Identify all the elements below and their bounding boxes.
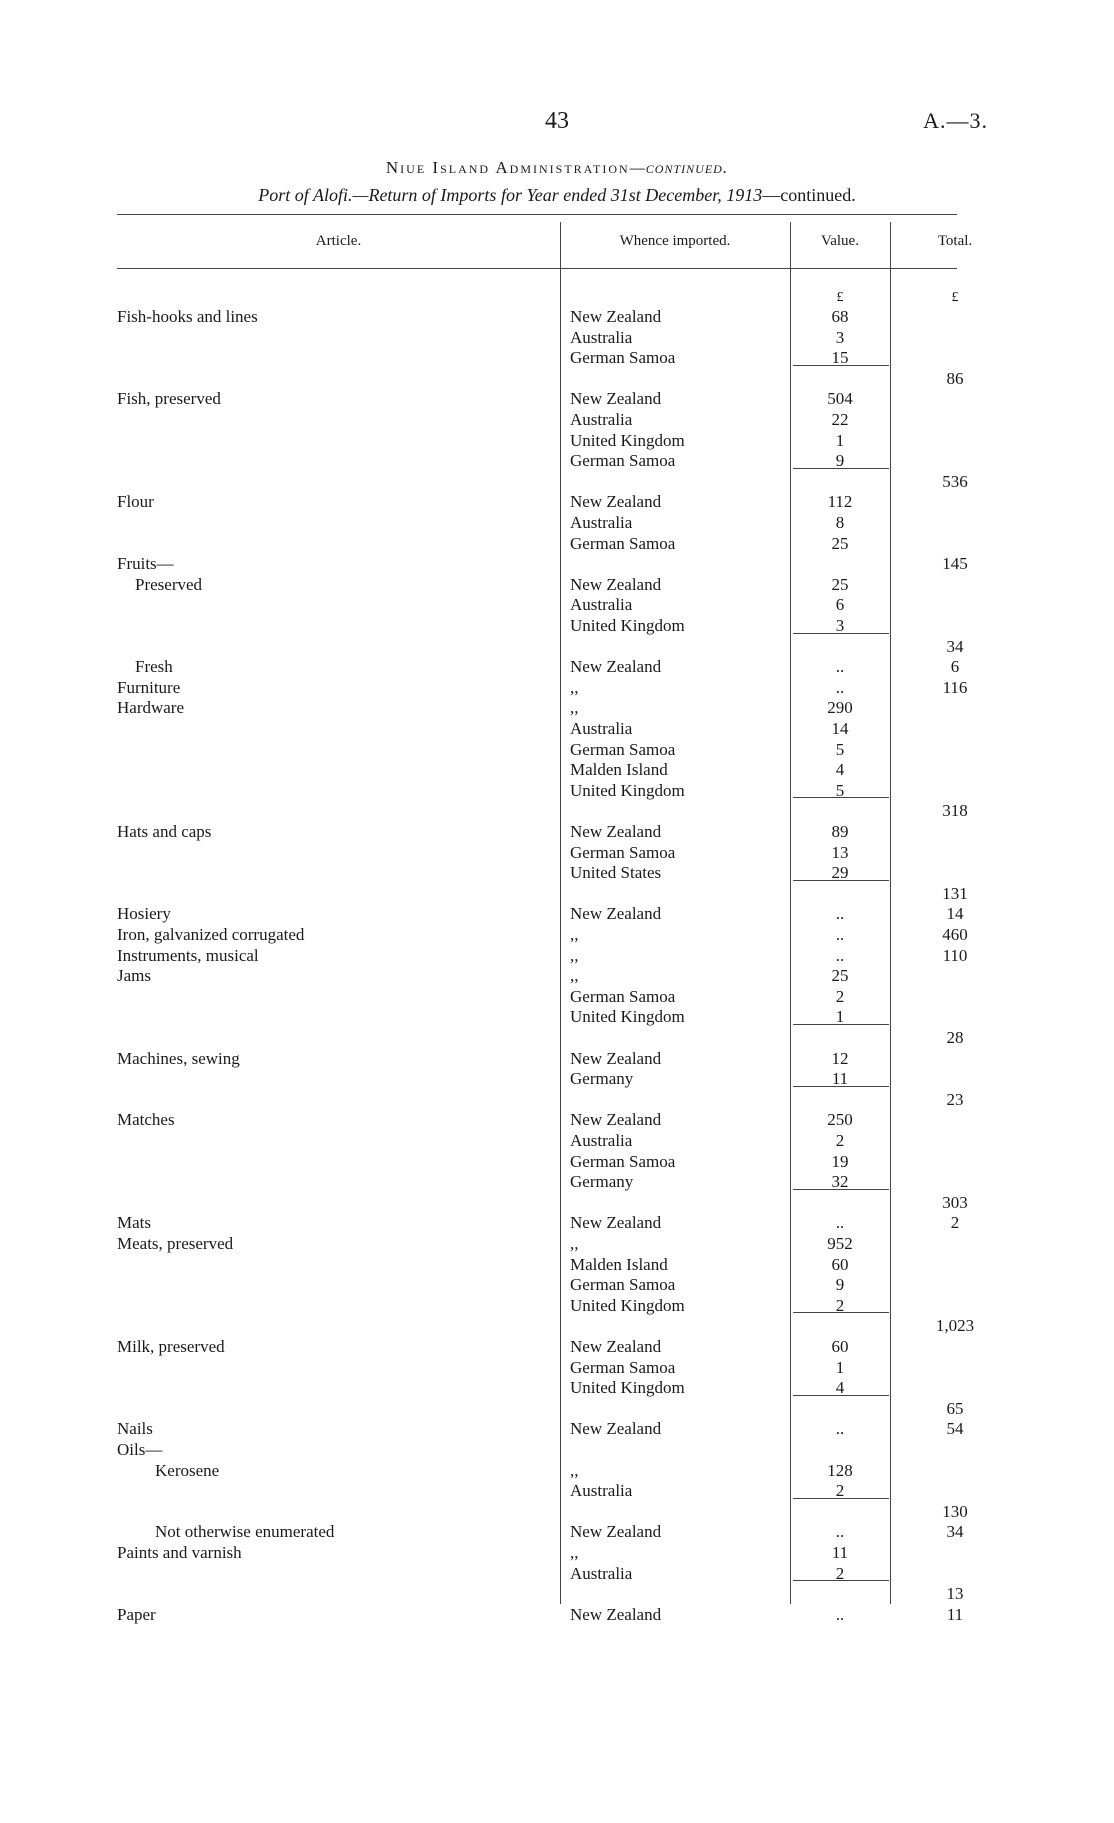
import-value: 290 xyxy=(827,698,853,717)
import-value: 112 xyxy=(827,492,853,511)
import-value: .. xyxy=(835,1213,845,1232)
whence-imported: New Zealand xyxy=(570,575,662,594)
whence-imported: New Zealand xyxy=(570,1110,662,1129)
import-value: 504 xyxy=(827,389,853,408)
document-subtitle xyxy=(0,185,1114,206)
import-value: 22 xyxy=(831,410,849,429)
whence-imported: New Zealand xyxy=(570,1522,662,1541)
subtotal-rule xyxy=(793,1024,889,1025)
import-total: 460 xyxy=(942,925,968,944)
import-value: 2 xyxy=(835,1296,845,1315)
column-header-article: Article. xyxy=(315,233,362,249)
whence-imported: German Samoa xyxy=(570,1275,676,1294)
import-value: 12 xyxy=(831,1049,849,1068)
import-value: 25 xyxy=(831,534,849,553)
whence-imported: ,, xyxy=(570,1543,579,1562)
subtotal-rule xyxy=(793,468,889,469)
article-name: Milk, preserved xyxy=(117,1337,225,1356)
import-value: 2 xyxy=(835,1564,845,1583)
import-total: 131 xyxy=(942,884,968,903)
whence-imported: German Samoa xyxy=(570,740,676,759)
import-value: .. xyxy=(835,1419,845,1438)
whence-imported: Malden Island xyxy=(570,760,668,779)
import-value: .. xyxy=(835,1522,845,1541)
whence-imported: Australia xyxy=(570,1481,633,1500)
whence-imported: German Samoa xyxy=(570,348,676,367)
whence-imported: United Kingdom xyxy=(570,1007,685,1026)
subtotal-rule xyxy=(793,633,889,634)
import-value: 1 xyxy=(835,431,845,450)
import-value: 2 xyxy=(835,1131,845,1150)
whence-imported: United Kingdom xyxy=(570,781,685,800)
whence-imported: ,, xyxy=(570,946,579,965)
title-continued: —continued. xyxy=(629,158,729,177)
article-name: Fresh xyxy=(135,657,173,676)
whence-imported: Germany xyxy=(570,1172,634,1191)
import-value: 11 xyxy=(831,1543,849,1562)
article-name: Hosiery xyxy=(117,904,171,923)
import-total: 318 xyxy=(942,801,968,820)
import-value: 3 xyxy=(835,616,845,635)
whence-imported: New Zealand xyxy=(570,389,662,408)
whence-imported: New Zealand xyxy=(570,822,662,841)
whence-imported: Australia xyxy=(570,410,633,429)
article-name: Mats xyxy=(117,1213,151,1232)
import-value: .. xyxy=(835,657,845,676)
whence-imported: New Zealand xyxy=(570,1049,662,1068)
import-value: 2 xyxy=(835,1481,845,1500)
subtitle-italic: Port of Alofi.—Return of Imports for Year ended 31st December, 1913 xyxy=(258,185,763,205)
import-value: 5 xyxy=(835,781,845,800)
total-currency-symbol: £ xyxy=(951,290,959,305)
import-value: 1 xyxy=(835,1007,845,1026)
import-total: 54 xyxy=(946,1419,964,1438)
whence-imported: New Zealand xyxy=(570,307,662,326)
import-value: 60 xyxy=(831,1255,849,1274)
import-total: 34 xyxy=(946,1522,964,1541)
import-value: 4 xyxy=(835,760,845,779)
import-value: 25 xyxy=(831,575,849,594)
whence-imported: ,, xyxy=(570,678,579,697)
whence-imported: United Kingdom xyxy=(570,616,685,635)
import-total: 23 xyxy=(946,1090,964,1109)
table-top-rule xyxy=(117,214,957,215)
import-total: 6 xyxy=(950,657,960,676)
whence-imported: Australia xyxy=(570,595,633,614)
whence-imported: Australia xyxy=(570,513,633,532)
subtotal-rule xyxy=(793,1189,889,1190)
whence-imported: German Samoa xyxy=(570,534,676,553)
article-name: Not otherwise enumerated xyxy=(155,1522,335,1541)
article-name: Oils— xyxy=(117,1440,163,1459)
import-total: 116 xyxy=(942,678,968,697)
import-total: 130 xyxy=(942,1502,968,1521)
article-name: Paints and varnish xyxy=(117,1543,242,1562)
subtotal-rule xyxy=(793,1580,889,1581)
import-total: 1,023 xyxy=(935,1316,975,1335)
import-value: 11 xyxy=(831,1069,849,1088)
article-name: Furniture xyxy=(117,678,181,697)
subtitle-continued: —continued. xyxy=(762,185,856,205)
whence-imported: ,, xyxy=(570,1461,579,1480)
article-name: Flour xyxy=(117,492,154,511)
whence-imported: United Kingdom xyxy=(570,1296,685,1315)
import-value: 29 xyxy=(831,863,849,882)
import-value: 13 xyxy=(831,843,849,862)
whence-imported: New Zealand xyxy=(570,1213,662,1232)
import-total: 13 xyxy=(946,1584,964,1603)
import-value: 6 xyxy=(835,595,845,614)
import-value: 8 xyxy=(835,513,845,532)
whence-imported: Germany xyxy=(570,1069,634,1088)
whence-imported: Australia xyxy=(570,1131,633,1150)
import-total: 145 xyxy=(942,554,968,573)
import-value: 3 xyxy=(835,328,845,347)
article-name: Jams xyxy=(117,966,151,985)
article-name: Iron, galvanized corrugated xyxy=(117,925,305,944)
whence-imported: German Samoa xyxy=(570,1152,676,1171)
import-total: 28 xyxy=(946,1028,964,1047)
document-reference: A.—3. xyxy=(923,108,988,133)
whence-imported: German Samoa xyxy=(570,1358,676,1377)
article-name: Fruits— xyxy=(117,554,174,573)
whence-imported: Australia xyxy=(570,1564,633,1583)
whence-imported: Australia xyxy=(570,719,633,738)
column-header-whence: Whence imported. xyxy=(619,233,731,249)
import-value: 68 xyxy=(831,307,849,326)
whence-imported: ,, xyxy=(570,1234,579,1253)
article-name: Paper xyxy=(117,1605,156,1624)
article-name: Hardware xyxy=(117,698,185,717)
article-name: Fish, preserved xyxy=(117,389,221,408)
import-value: .. xyxy=(835,925,845,944)
subtotal-rule xyxy=(793,1086,889,1087)
import-value: 89 xyxy=(831,822,849,841)
subtotal-rule xyxy=(793,1395,889,1396)
whence-imported: German Samoa xyxy=(570,987,676,1006)
import-value: 2 xyxy=(835,987,845,1006)
import-value: 14 xyxy=(831,719,849,738)
whence-imported: New Zealand xyxy=(570,1605,662,1624)
article-name: Nails xyxy=(117,1419,153,1438)
article-name: Kerosene xyxy=(155,1461,220,1480)
whence-imported: New Zealand xyxy=(570,1419,662,1438)
whence-imported: ,, xyxy=(570,698,579,717)
whence-imported: New Zealand xyxy=(570,492,662,511)
subtotal-rule xyxy=(793,797,889,798)
import-total: 14 xyxy=(946,904,964,923)
whence-imported: New Zealand xyxy=(570,1337,662,1356)
whence-imported: ,, xyxy=(570,925,579,944)
import-value: 128 xyxy=(827,1461,853,1480)
import-value: 9 xyxy=(835,1275,845,1294)
whence-imported: Australia xyxy=(570,328,633,347)
article-name: Instruments, musical xyxy=(117,946,259,965)
import-value: 9 xyxy=(835,451,845,470)
whence-imported: Malden Island xyxy=(570,1255,668,1274)
import-value: 1 xyxy=(835,1358,845,1377)
import-value: 15 xyxy=(831,348,849,367)
import-value: 60 xyxy=(831,1337,849,1356)
import-value: .. xyxy=(835,1605,845,1624)
subtotal-rule xyxy=(793,365,889,366)
subtotal-rule xyxy=(793,1498,889,1499)
whence-imported: New Zealand xyxy=(570,904,662,923)
column-header-total: Total. xyxy=(937,233,973,249)
subtotal-rule xyxy=(793,1312,889,1313)
whence-imported: United States xyxy=(570,863,662,882)
import-value: 19 xyxy=(831,1152,849,1171)
import-total: 11 xyxy=(946,1605,964,1624)
column-header-value: Value. xyxy=(821,233,859,249)
import-value: 25 xyxy=(831,966,849,985)
import-total: 2 xyxy=(950,1213,960,1232)
whence-imported: ,, xyxy=(570,966,579,985)
import-total: 65 xyxy=(946,1399,964,1418)
whence-imported: New Zealand xyxy=(570,657,662,676)
title-main: Niue Island Administration xyxy=(385,158,630,177)
import-value: 4 xyxy=(835,1378,845,1397)
article-name: Preserved xyxy=(135,575,203,594)
whence-imported: German Samoa xyxy=(570,843,676,862)
import-total: 110 xyxy=(942,946,968,965)
import-value: 250 xyxy=(827,1110,853,1129)
subtotal-rule xyxy=(793,880,889,881)
import-total: 86 xyxy=(946,369,964,388)
import-value: .. xyxy=(835,904,845,923)
import-total: 303 xyxy=(942,1193,968,1212)
document-title xyxy=(0,158,1114,178)
import-total: 536 xyxy=(942,472,968,491)
import-value: 952 xyxy=(827,1234,853,1253)
column-divider-whence xyxy=(560,222,561,1604)
import-value: 5 xyxy=(835,740,845,759)
import-value: .. xyxy=(835,678,845,697)
whence-imported: German Samoa xyxy=(570,451,676,470)
article-name: Matches xyxy=(117,1110,175,1129)
article-name: Fish-hooks and lines xyxy=(117,307,258,326)
article-name: Meats, preserved xyxy=(117,1234,234,1253)
import-value: 32 xyxy=(831,1172,849,1191)
article-name: Machines, sewing xyxy=(117,1049,240,1068)
article-name: Hats and caps xyxy=(117,822,212,841)
whence-imported: United Kingdom xyxy=(570,431,685,450)
import-total: 34 xyxy=(946,637,964,656)
page-number: 43 xyxy=(545,108,569,134)
import-value: .. xyxy=(835,946,845,965)
value-currency-symbol: £ xyxy=(836,290,844,305)
whence-imported: United Kingdom xyxy=(570,1378,685,1397)
table-header-rule xyxy=(117,268,957,269)
